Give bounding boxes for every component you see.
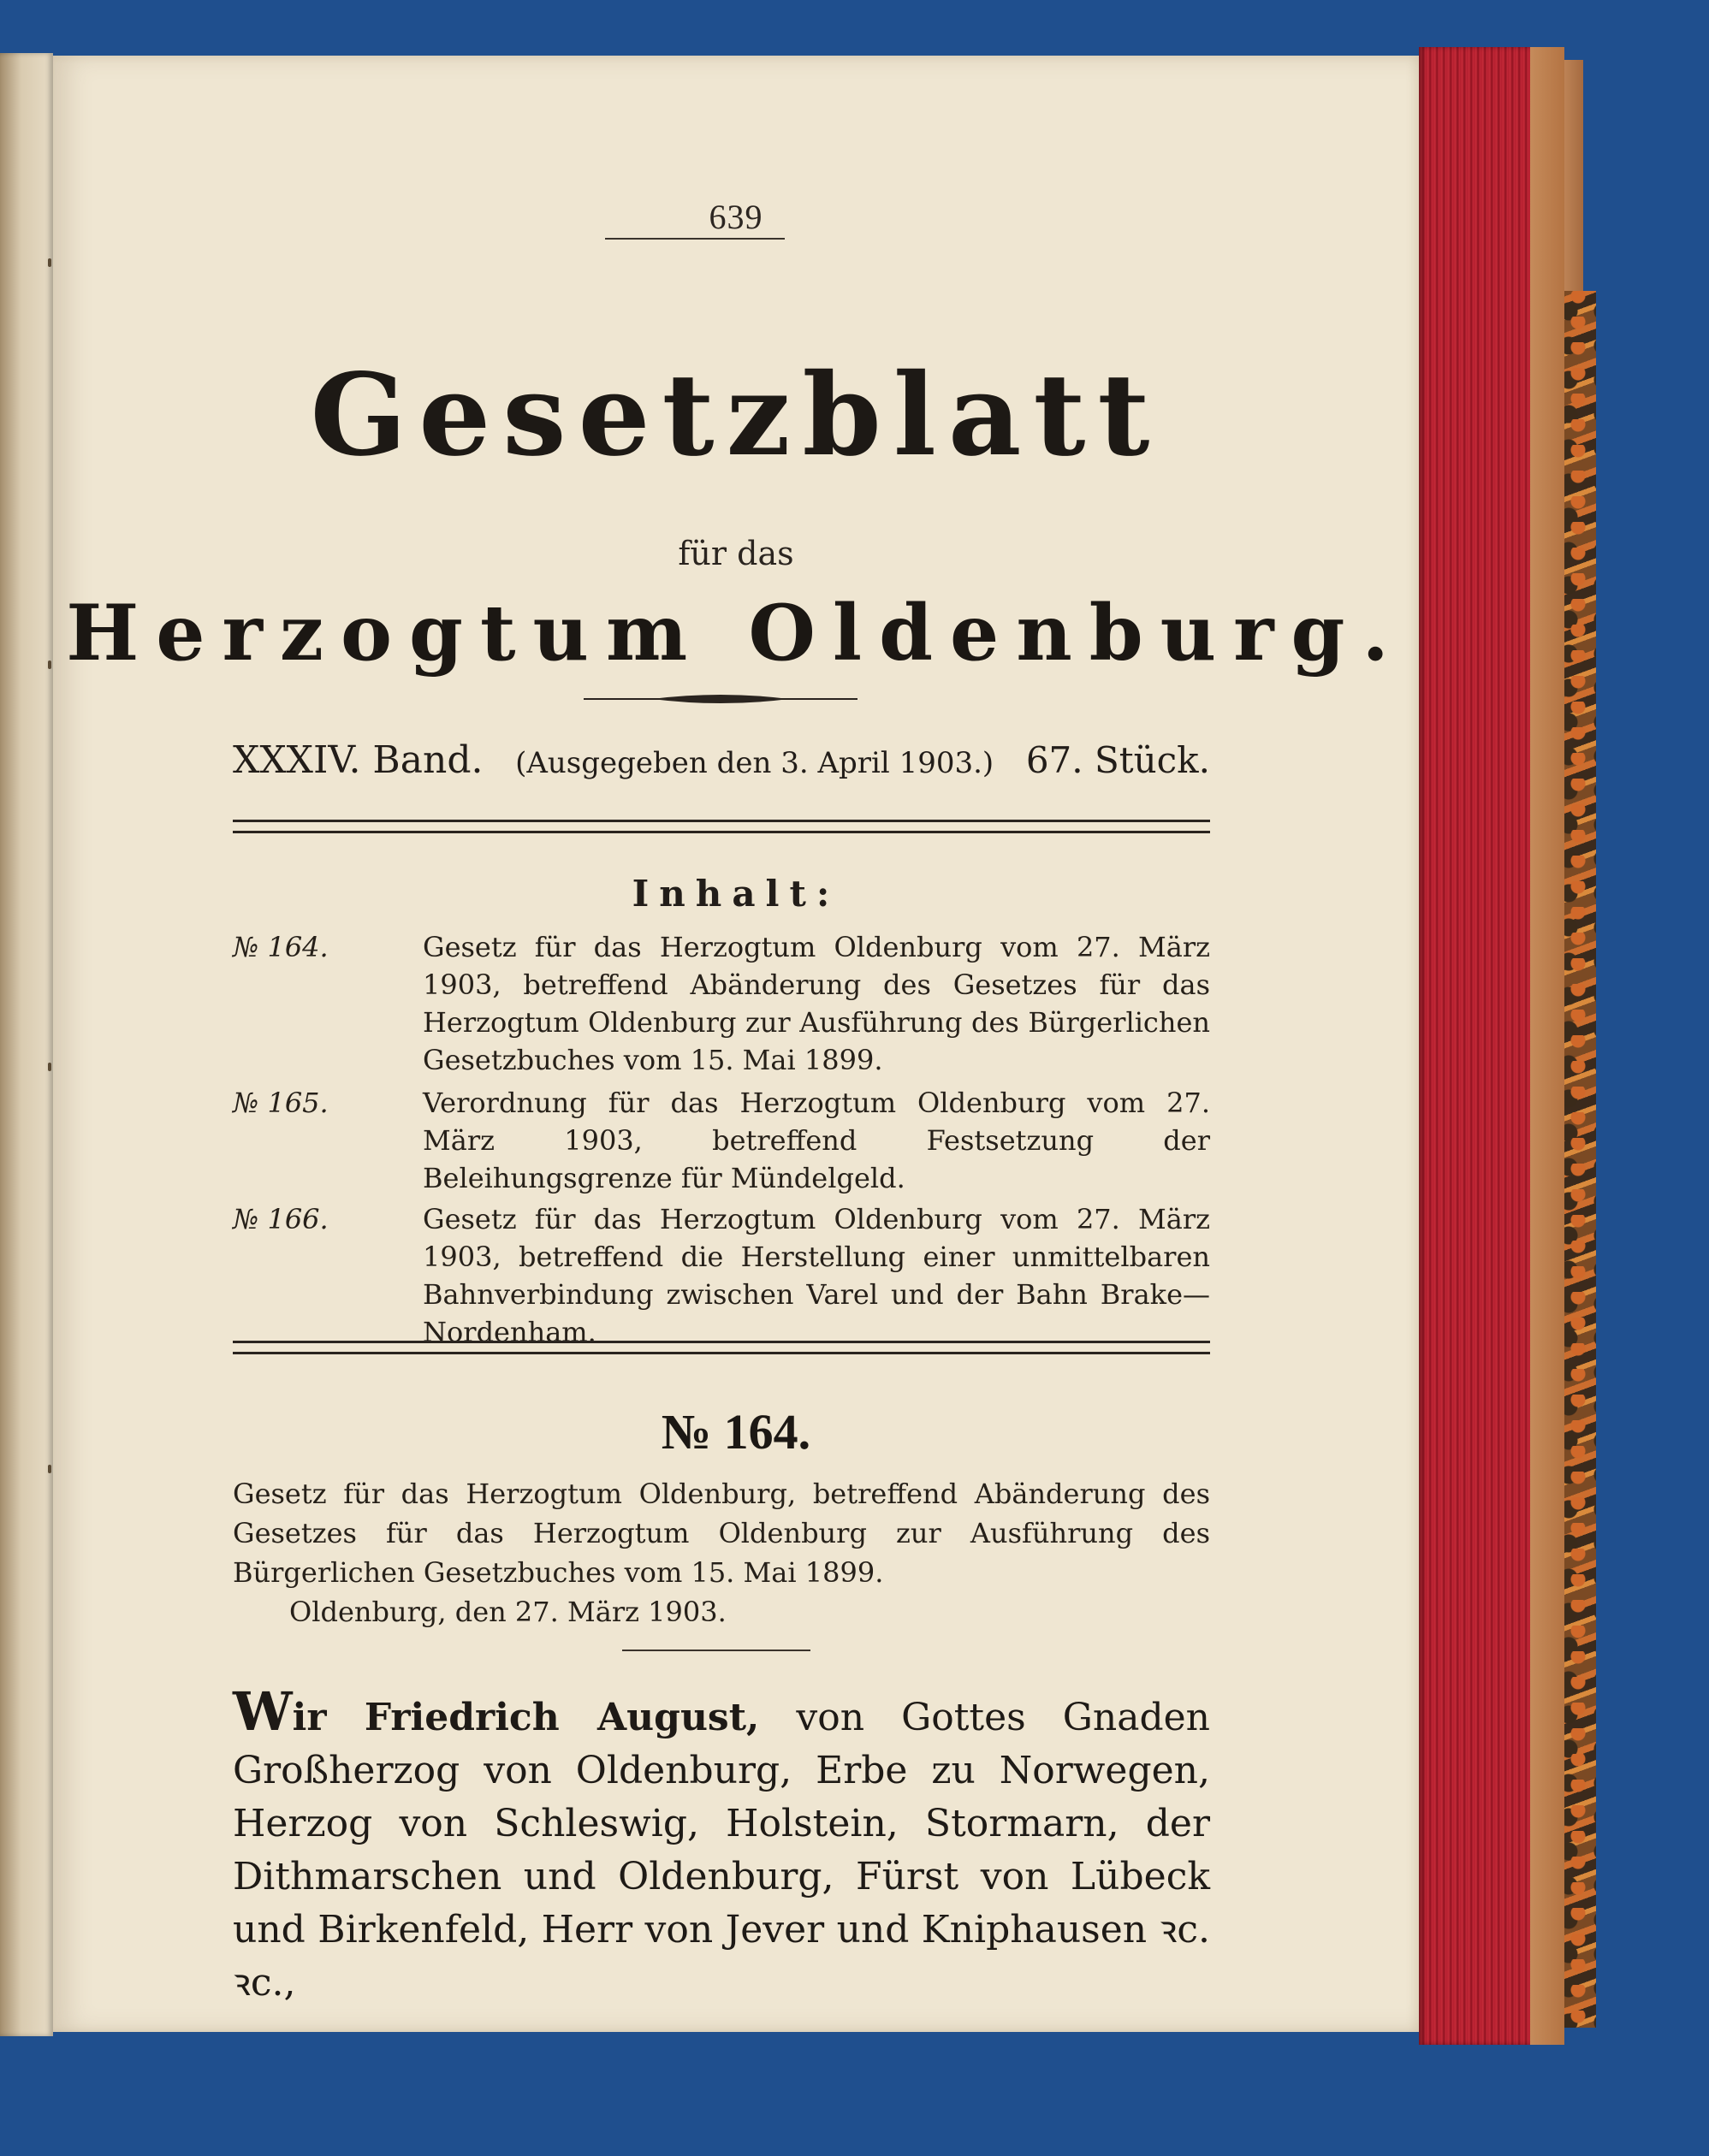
toc-number: № 164. [233, 931, 329, 963]
law-date: Oldenburg, den 27. März 1903. [289, 1596, 727, 1628]
preamble-paragraph [233, 1680, 1210, 2010]
toc-number: № 166. [233, 1203, 329, 1235]
page-number-rule [605, 238, 785, 240]
toc-text: Gesetz für das Herzogtum Oldenburg vom 27. März 1903, betreffend Abänderung des Gesetzes für das Herzogtum Oldenburg zur Ausführung des Bürgerlichen Gesetzbuches vom 15. Mai 1899. [423, 931, 1210, 1076]
issue-date: (Ausgegeben den 3. April 1903.) [515, 746, 994, 780]
binding-stitch [48, 258, 51, 267]
issue-header [233, 738, 1210, 782]
volume-label: XXXIV. Band. [233, 738, 484, 782]
binding-stitch [48, 1063, 51, 1071]
ruler-name: ir Friedrich August, [292, 1696, 760, 1739]
toc-entry [233, 1084, 1210, 1197]
toc-entry [233, 1200, 1210, 1348]
state-title: Herzogtum Oldenburg. [66, 588, 1406, 678]
gazette-title: Gesetzblatt [310, 349, 1162, 482]
law-number: № 164. [661, 1404, 811, 1460]
left-page-edge [0, 53, 53, 2036]
preamble-text: von Gottes Gnaden Großherzog von Oldenburg, Erbe zu Norwegen, Herzog von Schleswig, Holstein, Stormarn, der Dithmarschen und Oldenburg, Fürst von Lübeck und Birkenfeld, Herr von Jever und Kniphausen ꝛc. ꝛc., [233, 1696, 1210, 2005]
toc-number: № 165. [233, 1087, 329, 1119]
leather-corner [1530, 47, 1564, 2045]
double-rule [233, 820, 1210, 833]
binding-stitch [48, 660, 51, 669]
binding-stitch [48, 1465, 51, 1473]
toc-entry [233, 928, 1210, 1079]
section-rule [622, 1650, 810, 1651]
double-rule [233, 1341, 1210, 1354]
contents-heading: Inhalt: [632, 873, 840, 915]
toc-text: Verordnung für das Herzogtum Oldenburg vom 27. März 1903, betreffend Festsetzung der Beleihungsgrenze für Mündelgeld. [423, 1087, 1210, 1194]
issue-number: 67. Stück. [1025, 739, 1210, 781]
law-summary: Gesetz für das Herzogtum Oldenburg, betreffend Abänderung des Gesetzes für das Herzogtum Oldenburg zur Ausführung des Bürgerlichen Gesetzbuches vom 15. Mai 1899. [233, 1478, 1210, 1589]
page-number: 639 [709, 198, 763, 236]
red-page-edges [1419, 47, 1547, 2045]
gazette-subtitle: für das [678, 535, 794, 572]
preamble-initial: W [233, 1680, 293, 1743]
document-page [53, 56, 1419, 2032]
toc-text: Gesetz für das Herzogtum Oldenburg vom 27. März 1903, betreffend die Herstellung einer unmittelbaren Bahnverbindung zwischen Varel und der Bahn Brake—Nordenham. [423, 1203, 1210, 1348]
ornament-rule [584, 690, 857, 708]
